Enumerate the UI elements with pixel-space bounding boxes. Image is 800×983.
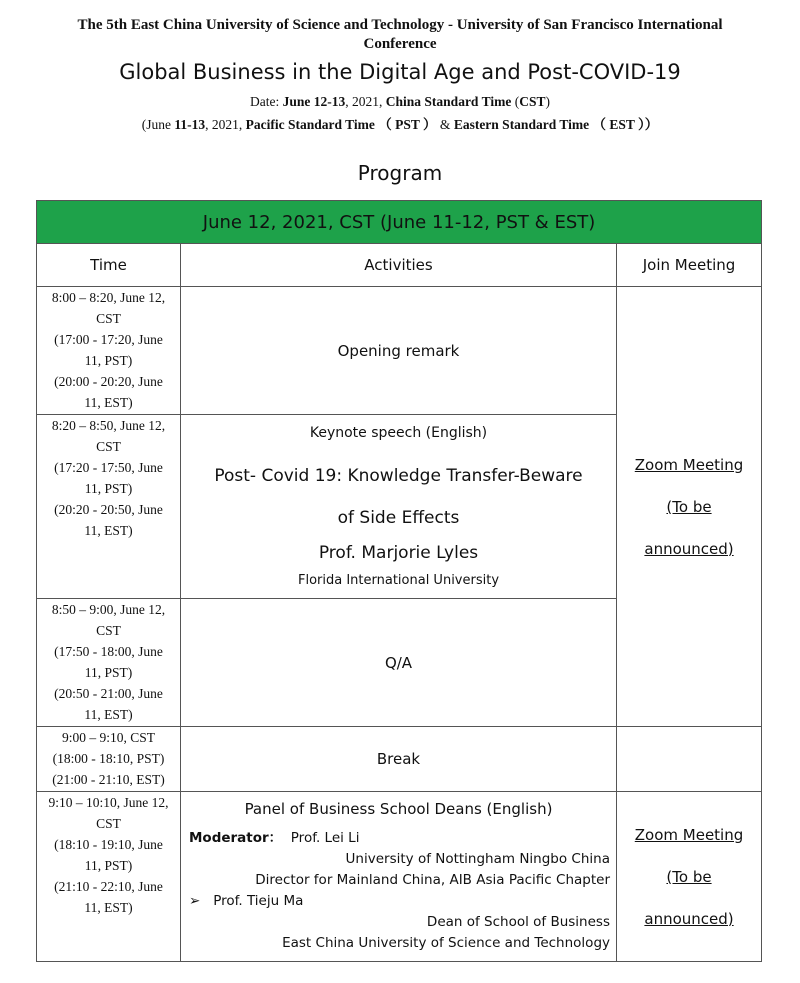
date-line-cst: Date: June 12-13, 2021, China Standard Time (CST) <box>250 94 550 109</box>
time-cell: 8:00 – 8:20, June 12, CST (17:00 - 17:20, June 11, PST) (20:00 - 20:20, June 11, EST) <box>37 287 181 415</box>
column-header-join: Join Meeting <box>617 244 762 287</box>
activity-panel <box>181 792 617 962</box>
join-meeting-cell <box>617 287 762 727</box>
to-be-announced-link[interactable]: (To be <box>666 497 712 516</box>
keynote-speaker: Prof. Marjorie Lyles <box>318 543 479 563</box>
keynote-title-line-1: Post- Covid 19: Knowledge Transfer-Beware <box>214 466 583 486</box>
time-cell: 8:50 – 9:00, June 12, CST (17:50 - 18:00, June 11, PST) (20:50 - 21:00, June 11, EST) <box>37 599 181 727</box>
table-row <box>37 792 762 962</box>
conference-title: The 5th East China University of Science and Technology - University of San Francisco International Conference <box>77 17 723 52</box>
time-cell: 8:20 – 8:50, June 12, CST (17:20 - 17:50, June 11, PST) (20:20 - 20:50, June 11, EST) <box>37 415 181 599</box>
to-be-announced-link[interactable]: announced) <box>644 539 734 558</box>
program-table <box>36 200 762 962</box>
moderator-label: Moderator： <box>189 830 283 846</box>
panelist-affiliation-2: East China University of Science and Technology <box>282 935 610 951</box>
to-be-announced-link[interactable]: announced) <box>644 909 734 928</box>
zoom-meeting-link[interactable]: Zoom Meeting <box>634 455 744 474</box>
join-meeting-empty-cell <box>617 727 762 792</box>
moderator-affiliation-1: University of Nottingham Ningbo China <box>345 851 610 867</box>
panelist-affiliation-1: Dean of School of Business <box>426 914 610 930</box>
zoom-meeting-link[interactable]: Zoom Meeting <box>634 825 744 844</box>
panelist-name: Prof. Tieju Ma <box>213 893 304 909</box>
panel-title: Panel of Business School Deans (English) <box>244 800 553 818</box>
column-header-time: Time <box>37 244 181 287</box>
time-cell: 9:00 – 9:10, CST (18:00 - 18:10, PST) (21:00 - 21:10, EST) <box>37 727 181 792</box>
date-line-pst-est: (June 11-13, 2021, Pacific Standard Time （ PST ） & Eastern Standard Time （ EST ）） <box>141 117 659 132</box>
program-heading: Program <box>357 161 443 185</box>
activity-keynote <box>181 415 617 599</box>
moderator-line <box>181 828 616 849</box>
activity-qa: Q/A <box>181 599 617 727</box>
panelist-line <box>181 891 616 912</box>
bullet-arrow-icon: ➢ <box>189 893 201 909</box>
moderator-affiliation-2: Director for Mainland China, AIB Asia Pacific Chapter <box>255 872 610 888</box>
column-header-activities: Activities <box>181 244 617 287</box>
main-title: Global Business in the Digital Age and Post-COVID-19 <box>119 60 681 84</box>
keynote-label: Keynote speech (English) <box>309 425 488 441</box>
keynote-title-line-2: of Side Effects <box>337 508 460 528</box>
join-meeting-cell <box>617 792 762 962</box>
moderator-name: Prof. Lei Li <box>290 830 360 846</box>
keynote-affiliation: Florida International University <box>297 573 500 588</box>
day-banner: June 12, 2021, CST (June 11-12, PST & EST) <box>37 201 762 244</box>
activity-opening-remark: Opening remark <box>181 287 617 415</box>
table-row <box>37 727 762 792</box>
activity-break: Break <box>181 727 617 792</box>
time-cell: 9:10 – 10:10, June 12, CST (18:10 - 19:10, June 11, PST) (21:10 - 22:10, June 11, EST) <box>37 792 181 962</box>
table-row <box>37 287 762 415</box>
to-be-announced-link[interactable]: (To be <box>666 867 712 886</box>
